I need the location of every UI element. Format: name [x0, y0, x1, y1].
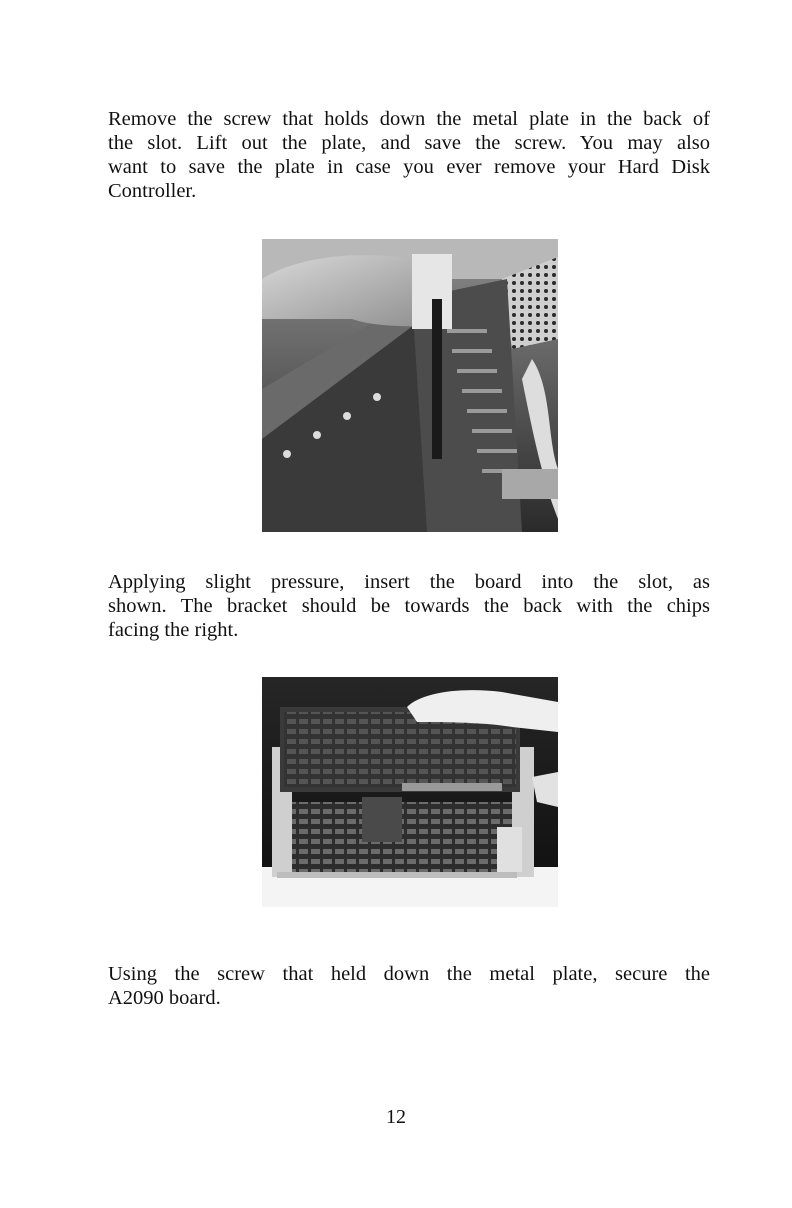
- text-line: Remove the screw that holds down the metal plate in the back of: [108, 108, 710, 130]
- instruction-paragraph-remove-screw: [108, 107, 710, 203]
- text-line: facing the right.: [108, 619, 239, 641]
- text-line: Applying slight pressure, insert the board into the slot, as: [108, 571, 710, 593]
- text-line: Using the screw that held down the metal plate, secure the: [108, 963, 710, 985]
- text-line: A2090 board.: [108, 987, 221, 1009]
- instruction-paragraph-secure-board: [108, 962, 710, 1010]
- page-number: 12: [386, 1106, 406, 1128]
- instruction-paragraph-insert-board: [108, 570, 710, 642]
- text-line: the slot. Lift out the plate, and save the screw. You may also: [108, 132, 710, 154]
- photo-inserting-board: [262, 677, 558, 907]
- text-line: Controller.: [108, 180, 197, 202]
- text-line: shown. The bracket should be towards the back with the chips: [108, 595, 710, 617]
- photo-removing-slot-plate: [262, 239, 558, 532]
- text-line: want to save the plate in case you ever remove your Hard Disk: [108, 156, 710, 178]
